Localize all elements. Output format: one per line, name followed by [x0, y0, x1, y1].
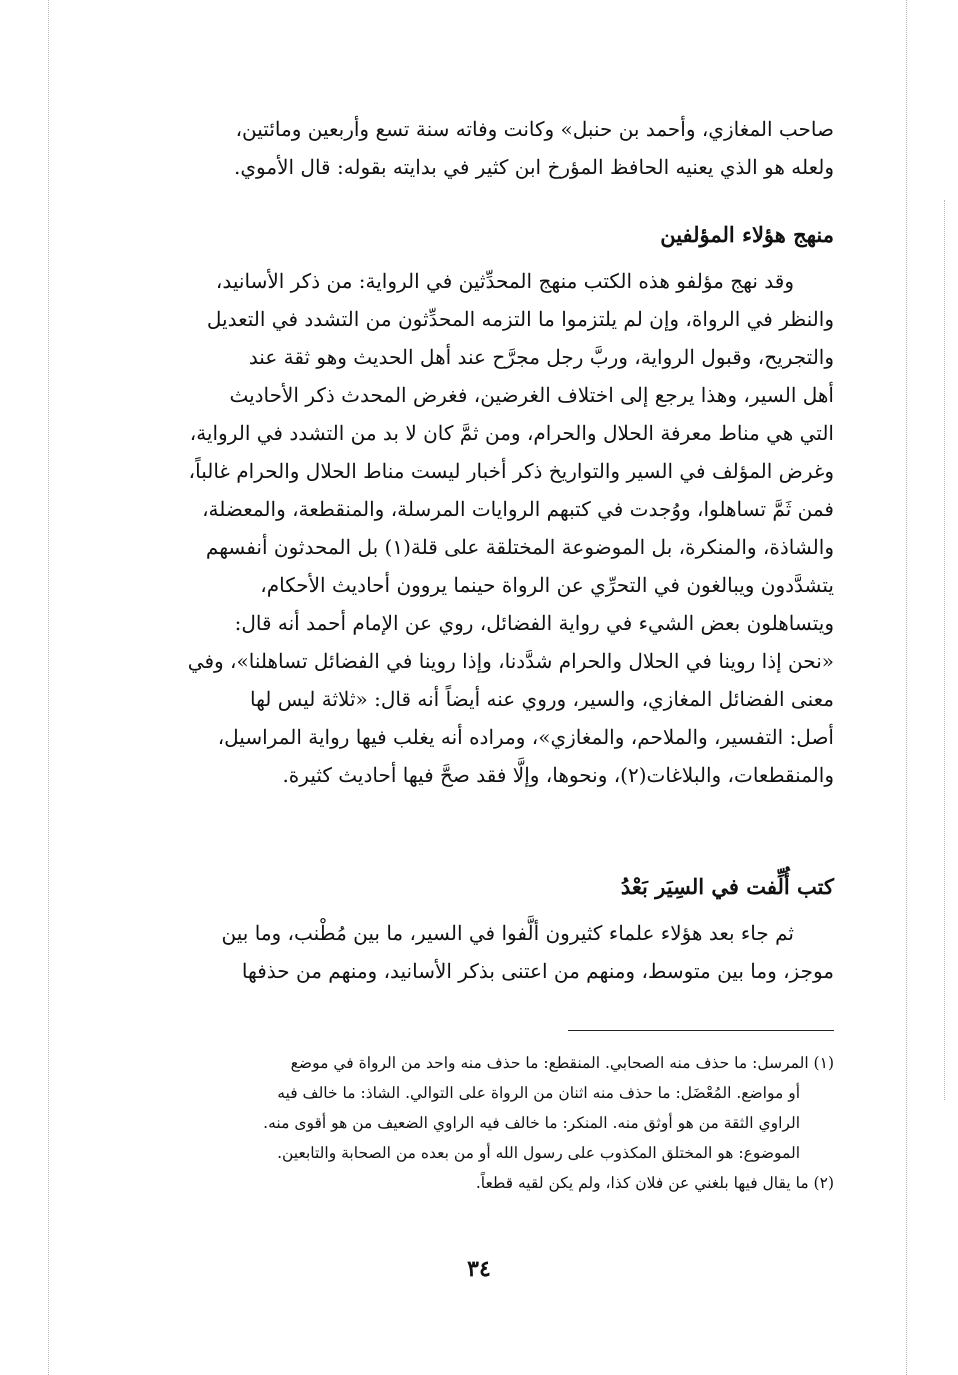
text-line: والمنقطعات، والبلاغات(٢)، ونحوها، وإلَّا فقد صحَّ فيها أحاديث كثيرة. [282, 763, 834, 787]
scan-edge-left [48, 0, 49, 1375]
text-line: ويتساهلون بعض الشيء في رواية الفضائل، روي عن الإمام أحمد أنه قال: [234, 611, 834, 635]
footnote-line: (٢) ما يقال فيها بلغني عن فلان كذا، ولم يكن لقيه قطعاً. [475, 1174, 834, 1192]
footnote-line: الموضوع: هو المختلق المكذوب على رسول الله أو من بعده من الصحابة والتابعين. [277, 1144, 800, 1162]
text-line: أصل: التفسير، والملاحم، والمغازي»، ومراده أنه يغلب فيها رواية المراسيل، [217, 725, 834, 749]
scan-edge-right [906, 0, 907, 1375]
text-line: التي هي مناط معرفة الحلال والحرام، ومن ثمَّ كان لا بد من التشدد في الرواية، [189, 421, 834, 445]
text-line: يتشدَّدون ويبالغون في التحرِّي عن الرواة حينما يروون أحاديث الأحكام، [260, 573, 834, 597]
text-line: ثم جاء بعد هؤلاء علماء كثيرون ألَّفوا في السير، ما بين مُطْنب، وما بين [221, 921, 794, 945]
scan-edge-far-right [944, 200, 945, 1100]
section-heading: كتب أُلِّفت في السِيَر بَعْدُ [620, 874, 834, 899]
page-number: ٣٤ [467, 1256, 491, 1282]
text-line: وغرض المؤلف في السير والتواريخ ذكر أخبار ليست مناط الحلال والحرام غالباً، [188, 459, 834, 483]
text-line: معنى الفضائل المغازي، والسير، وروي عنه أيضاً أنه قال: «ثلاثة ليس لها [249, 687, 834, 711]
section2-paragraph [128, 914, 834, 990]
text-line: صاحب المغازي، وأحمد بن حنبل» وكانت وفاته سنة تسع وأربعين ومائتين، [235, 117, 834, 141]
footnote-line: الراوي الثقة من هو أوثق منه. المنكر: ما خالف فيه الراوي الضعيف من هو أقوى منه. [263, 1114, 800, 1132]
footnote-separator [568, 1030, 834, 1031]
top-paragraph [128, 110, 834, 186]
text-line: «نحن إذا روينا في الحلال والحرام شدَّدنا، وإذا روينا في الفضائل تساهلنا»، وفي [187, 649, 834, 673]
footnote-line: (١) المرسل: ما حذف منه الصحابي. المنقطع: ما حذف منه واحد من الرواة في موضع [290, 1054, 834, 1072]
text-line: فمن ثَمَّ تساهلوا، ووُجدت في كتبهم الروايات المرسلة، والمنقطعة، والمعضلة، [202, 497, 834, 521]
text-line: موجز، وما بين متوسط، ومنهم من اعتنى بذكر الأسانيد، ومنهم من حذفها [241, 959, 834, 983]
text-line: والتجريح، وقبول الرواية، وربَّ رجل مجرَّح عند أهل الحديث وهو ثقة عند [248, 345, 834, 369]
footnote-line: أو مواضع. المُعْضَل: ما حذف منه اثنان من الرواة على التوالي. الشاذ: ما خالف فيه [277, 1084, 800, 1102]
footnotes [128, 1048, 834, 1198]
text-line: والشاذة، والمنكرة، بل الموضوعة المختلقة على قلة(١) بل المحدثون أنفسهم [205, 535, 834, 559]
section1-paragraph [128, 262, 834, 794]
text-line: ولعله هو الذي يعنيه الحافظ المؤرخ ابن كثير في بدايته بقوله: قال الأموي. [234, 155, 834, 179]
text-line: وقد نهج مؤلفو هذه الكتب منهج المحدِّثين في الرواية: من ذكر الأسانيد، [215, 269, 794, 293]
text-line: أهل السير، وهذا يرجع إلى اختلاف الغرضين، فغرض المحدث ذكر الأحاديث [229, 383, 834, 407]
section-heading: منهج هؤلاء المؤلفين [660, 222, 834, 247]
text-line: والنظر في الرواة، وإن لم يلتزموا ما التزمه المحدِّثون من التشدد في التعديل [206, 307, 834, 331]
